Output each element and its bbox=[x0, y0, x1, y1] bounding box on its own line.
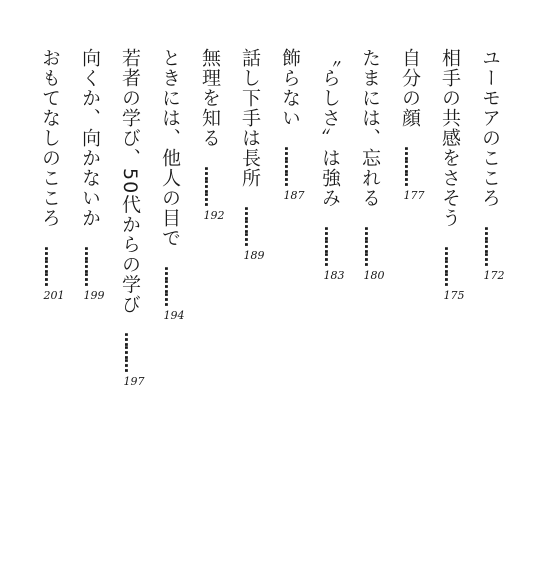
toc-leader-dots: ……… bbox=[201, 166, 219, 205]
toc-leader-dots: ……… bbox=[481, 226, 499, 265]
toc-page-number: 192 bbox=[203, 209, 225, 222]
toc-page-number: 187 bbox=[283, 189, 305, 202]
toc-leader-dots: ……… bbox=[281, 146, 299, 185]
toc-entry bbox=[356, 48, 384, 282]
toc-entry-title: 話し下手は長所 bbox=[239, 48, 261, 188]
toc-leader-dots: ……… bbox=[441, 246, 459, 285]
toc-entry-title: ときには、他人の目で bbox=[159, 48, 181, 248]
toc-entry-title: 向くか、向かないか bbox=[79, 48, 101, 228]
toc-leader-dots: ……… bbox=[321, 226, 339, 265]
toc-entry bbox=[236, 48, 264, 262]
toc-leader-dots: ……… bbox=[121, 332, 139, 372]
toc-page-number: 177 bbox=[403, 189, 425, 202]
toc-entry-title: 飾らない bbox=[279, 48, 301, 128]
toc-entry bbox=[76, 48, 104, 302]
toc-entry-title: おもてなしのこころ bbox=[39, 48, 61, 228]
toc-page-number: 201 bbox=[43, 289, 65, 302]
toc-entry-title: 自分の顔 bbox=[399, 48, 421, 128]
toc-entry bbox=[156, 48, 184, 322]
toc-page-number: 197 bbox=[123, 375, 145, 389]
toc-page-number: 199 bbox=[83, 289, 105, 302]
toc-entry bbox=[436, 48, 464, 302]
toc-entry bbox=[276, 48, 304, 202]
toc-entry-title: 相手の共感をさそう bbox=[439, 48, 461, 228]
toc-entry-title: たまには、忘れる bbox=[359, 48, 381, 208]
toc-entry bbox=[196, 48, 224, 222]
toc-leader-dots: ……… bbox=[401, 146, 419, 185]
toc-page-number: 180 bbox=[363, 269, 385, 282]
toc-entry-title: ユーモアのこころ bbox=[479, 48, 501, 208]
toc-leader-dots: ……… bbox=[161, 266, 179, 305]
toc-entry bbox=[36, 48, 64, 302]
toc-entry bbox=[396, 48, 424, 202]
toc-leader-dots: ……… bbox=[41, 246, 59, 285]
toc-entry-title: 若者の学び、50代からの学び bbox=[119, 48, 141, 315]
toc-leader-dots: ……… bbox=[241, 206, 259, 245]
toc-entry bbox=[476, 48, 504, 282]
toc-entry bbox=[116, 48, 144, 388]
toc-leader-dots: ……… bbox=[81, 246, 99, 285]
toc-leader-dots: ……… bbox=[361, 226, 379, 265]
toc-entry-title: 〝らしさ〟は強み bbox=[319, 48, 341, 208]
toc-entry-title: 無理を知る bbox=[199, 48, 221, 148]
toc-page-number: 172 bbox=[483, 269, 505, 282]
toc-page-number: 189 bbox=[243, 249, 265, 262]
toc-entry bbox=[316, 48, 344, 282]
toc-page-number: 175 bbox=[443, 289, 465, 302]
toc-page-number: 194 bbox=[163, 309, 185, 322]
toc-page-number: 183 bbox=[323, 269, 345, 282]
